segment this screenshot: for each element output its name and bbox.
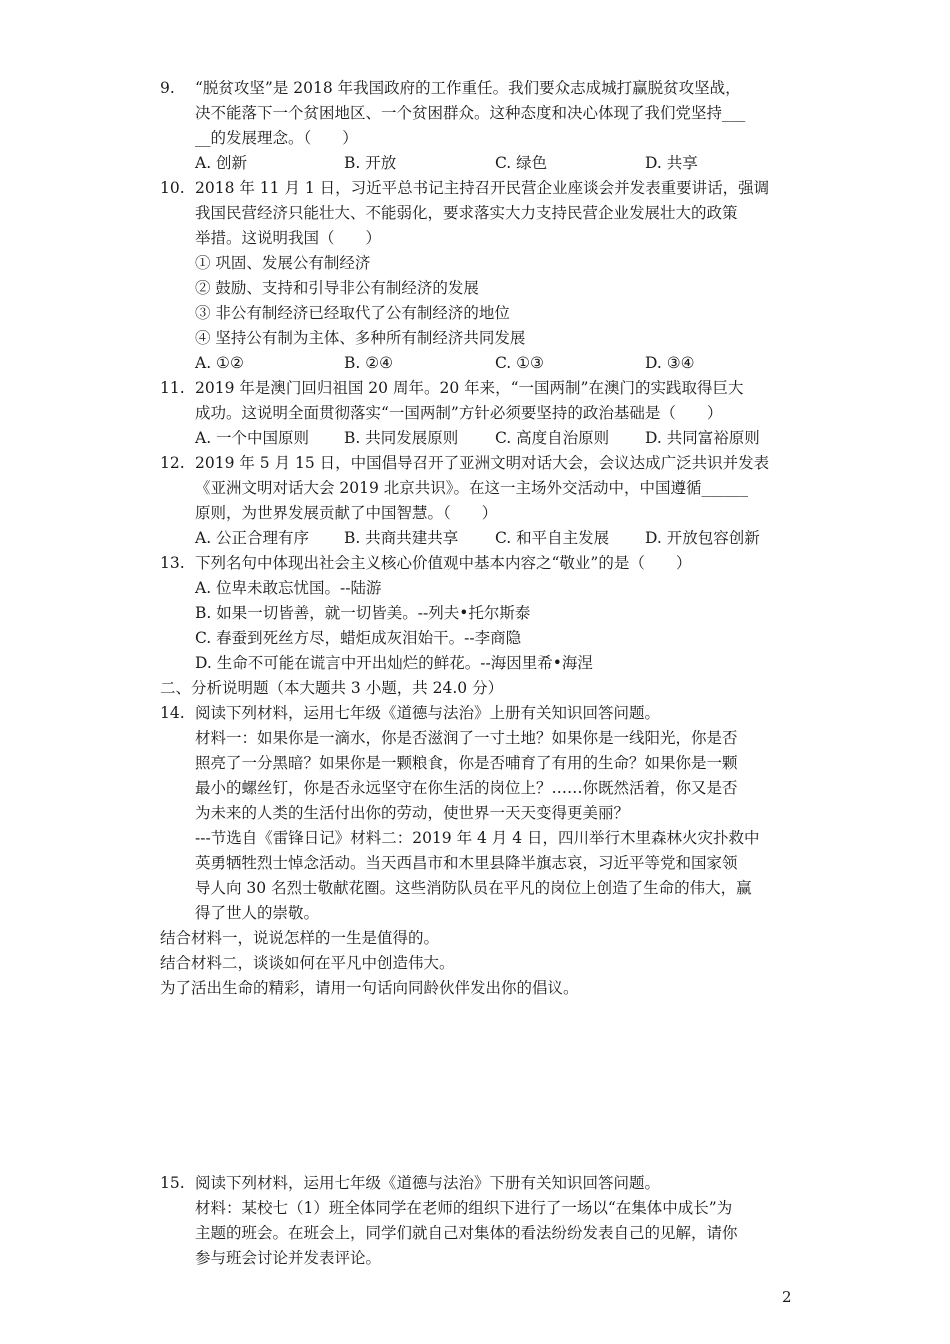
sub-question-3: 为了活出生命的精彩，请用一句话向同龄伙伴发出你的倡议。 <box>160 979 579 997</box>
option-b: B. 共商共建共享 <box>344 529 459 547</box>
question-text: 举措。这说明我国（ ） <box>195 229 382 247</box>
material-text: 为未来的人类的生活付出你的劳动，使世界一天天变得更美丽？ <box>195 804 630 822</box>
option-a: A. 一个中国原则 <box>195 429 310 447</box>
question-text: __的发展理念。（ ） <box>195 129 358 147</box>
question-text: 《亚洲文明对话大会 2019 北京共识》。在这一主场外交活动中，中国遵循______ <box>195 479 749 497</box>
option-d: D. 开放包容创新 <box>645 529 760 547</box>
statement-4: ④ 坚持公有制为主体、多种所有制经济共同发展 <box>195 329 526 347</box>
option-d: D. 生命不可能在谎言中开出灿烂的鲜花。--海因里希•海涅 <box>195 654 593 672</box>
question-text: 我国民营经济只能壮大、不能弱化，要求落实大力支持民营企业发展壮大的政策 <box>195 204 738 222</box>
option-c: C. 绿色 <box>495 154 548 172</box>
question-number: 9. <box>160 79 175 97</box>
question-text: 阅读下列材料，运用七年级《道德与法治》上册有关知识回答问题。 <box>195 704 661 722</box>
material-text: 材料一：如果你是一滴水，你是否滋润了一寸土地？如果你是一线阳光，你是否 <box>195 729 738 747</box>
section-heading: 二、分析说明题（本大题共 3 小题，共 24.0 分） <box>160 679 504 697</box>
option-c: C. 和平自主发展 <box>495 529 610 547</box>
statement-2: ② 鼓励、支持和引导非公有制经济的发展 <box>195 279 479 297</box>
sub-question-2: 结合材料二，谈谈如何在平凡中创造伟大。 <box>160 954 455 972</box>
question-number: 14. <box>160 704 185 722</box>
question-number: 15. <box>160 1174 185 1192</box>
option-b: B. ②④ <box>344 354 394 372</box>
question-text: 2019 年 5 月 15 日，中国倡导召开了亚洲文明对话大会，会议达成广泛共识并发表 <box>195 454 770 472</box>
option-a: A. 位卑未敢忘忧国。--陆游 <box>195 579 382 597</box>
question-text: 2018 年 11 月 1 日，习近平总书记主持召开民营企业座谈会并发表重要讲话，强调 <box>195 179 770 197</box>
page-number: 2 <box>782 1288 792 1306</box>
option-b: B. 如果一切皆善，就一切皆美。--列夫•托尔斯泰 <box>195 604 531 622</box>
material-text: ---节选自《雷锋日记》材料二：2019 年 4 月 4 日，四川举行木里森林火灾扑救中 <box>195 829 760 847</box>
material-text: 主题的班会。在班会上，同学们就自己对集体的看法纷纷发表自己的见解，请你 <box>195 1224 738 1242</box>
question-number: 11. <box>160 379 185 397</box>
option-a: A. ①② <box>195 354 244 372</box>
question-number: 13. <box>160 554 185 572</box>
statement-1: ① 巩固、发展公有制经济 <box>195 254 371 272</box>
sub-question-1: 结合材料一，说说怎样的一生是值得的。 <box>160 929 440 947</box>
option-c: C. 高度自治原则 <box>495 429 610 447</box>
material-text: 英勇牺牲烈士悼念活动。当天西昌市和木里县降半旗志哀，习近平等党和国家领 <box>195 854 738 872</box>
material-text: 得了世人的崇敬。 <box>195 904 320 922</box>
option-d: D. 共同富裕原则 <box>645 429 760 447</box>
option-b: B. 共同发展原则 <box>344 429 459 447</box>
option-a: A. 创新 <box>195 154 248 172</box>
statement-3: ③ 非公有制经济已经取代了公有制经济的地位 <box>195 304 510 322</box>
question-text: 决不能落下一个贫困地区、一个贫困群众。这种态度和决心体现了我们党坚持___ <box>195 104 746 122</box>
question-text: “脱贫攻坚”是 2018 年我国政府的工作重任。我们要众志成城打赢脱贫攻坚战， <box>195 79 741 97</box>
material-text: 参与班会讨论并发表评论。 <box>195 1249 382 1267</box>
option-d: D. 共享 <box>645 154 698 172</box>
material-text: 最小的螺丝钉，你是否永远坚守在你生活的岗位上？……你既然活着，你又是否 <box>195 779 738 797</box>
question-number: 10. <box>160 179 185 197</box>
material-text: 材料：某校七（1）班全体同学在老师的组织下进行了一场以“在集体中成长”为 <box>195 1199 733 1217</box>
material-text: 导人向 30 名烈士敬献花圈。这些消防队员在平凡的岗位上创造了生命的伟大，赢 <box>195 879 752 897</box>
question-text: 2019 年是澳门回归祖国 20 周年。20 年来，“一国两制”在澳门的实践取得巨大 <box>195 379 744 397</box>
question-text: 阅读下列材料，运用七年级《道德与法治》下册有关知识回答问题。 <box>195 1174 661 1192</box>
material-text: 照亮了一分黑暗？如果你是一颗粮食，你是否哺育了有用的生命？如果你是一颗 <box>195 754 738 772</box>
option-d: D. ③④ <box>645 354 695 372</box>
question-number: 12. <box>160 454 185 472</box>
option-c: C. 春蚕到死丝方尽，蜡炬成灰泪始干。--李商隐 <box>195 629 522 647</box>
question-text: 成功。这说明全面贯彻落实“一国两制”方针必须要坚持的政治基础是（ ） <box>195 404 723 422</box>
option-c: C. ①③ <box>495 354 544 372</box>
option-a: A. 公正合理有序 <box>195 529 310 547</box>
question-text: 原则，为世界发展贡献了中国智慧。（ ） <box>195 504 498 522</box>
option-b: B. 开放 <box>344 154 397 172</box>
question-text: 下列名句中体现出社会主义核心价值观中基本内容之“敬业”的是（ ） <box>195 554 692 572</box>
